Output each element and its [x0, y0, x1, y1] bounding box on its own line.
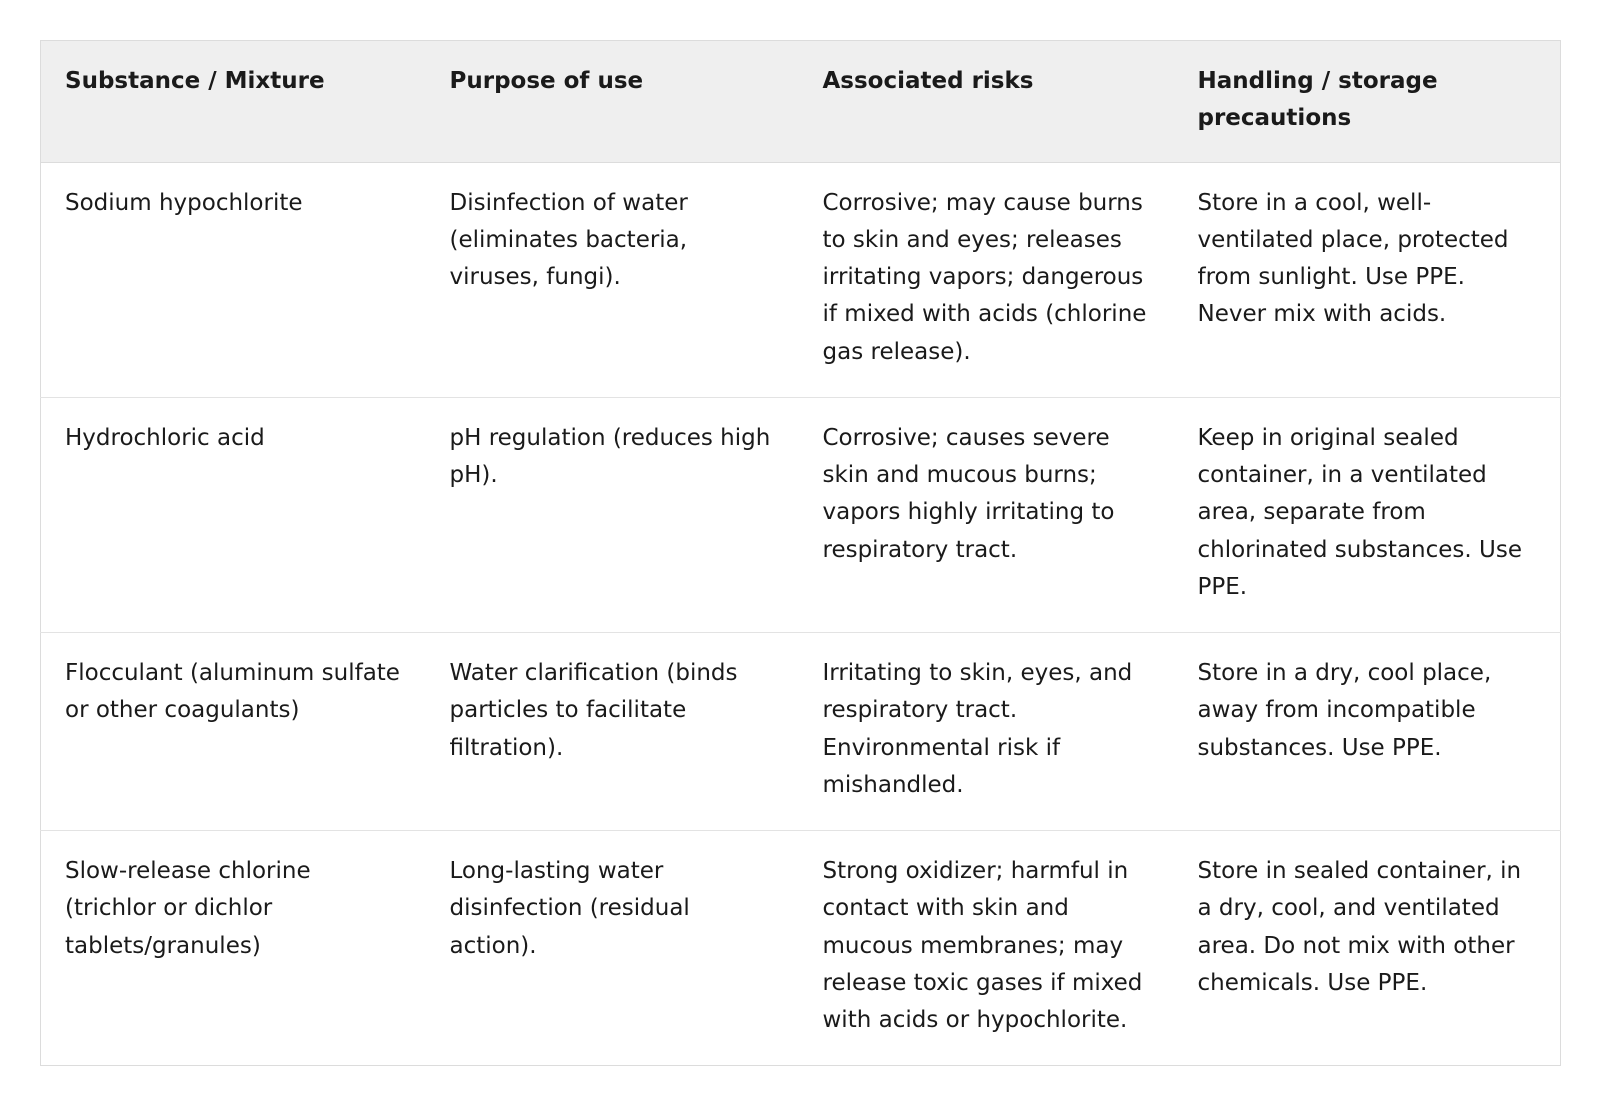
cell-precautions: Store in a cool, well-ventilated place, protected from sunlight. Use PPE. Never mix with acids. — [1174, 162, 1561, 397]
table-row — [41, 633, 1561, 831]
cell-substance: Sodium hypochlorite — [41, 162, 426, 397]
cell-purpose: Long-lasting water disinfection (residual action). — [449, 858, 690, 959]
table-row — [41, 397, 1561, 632]
table-row — [41, 162, 1561, 397]
cell-risks: Corrosive; may cause burns to skin and eyes; releases irritating vapors; dangerous if mixed with acids (chlorine gas release). — [799, 162, 1174, 397]
column-header-precautions: Handling / storage precautions — [1174, 41, 1561, 163]
cell-purpose: Disinfection of water (eliminates bacteria, viruses, fungi). — [426, 162, 799, 397]
cell-substance: Slow-release chlorine (trichlor or dichlor tablets/granules) — [65, 858, 311, 959]
column-header-purpose: Purpose of use — [426, 41, 799, 163]
cell-substance: Hydrochloric acid — [41, 397, 426, 632]
cell-purpose: pH regulation (reduces high pH). — [426, 397, 799, 632]
column-header-risks: Associated risks — [799, 41, 1174, 163]
cell-substance: Flocculant (aluminum sulfate or other coagulants) — [41, 633, 426, 831]
cell-precautions: Keep in original sealed container, in a ventilated area, separate from chlorinated substances. Use PPE. — [1174, 397, 1561, 632]
cell-precautions: Store in sealed container, in a dry, cool, and ventilated area. Do not mix with other chemicals. Use PPE. — [1197, 858, 1522, 996]
cell-risks: Irritating to skin, eyes, and respiratory tract. Environmental risk if mishandled. — [799, 633, 1174, 831]
cell-precautions: Store in a dry, cool place, away from incompatible substances. Use PPE. — [1174, 633, 1561, 831]
column-header-substance: Substance / Mixture — [41, 41, 426, 163]
table-header — [41, 41, 1561, 163]
table-header-row — [41, 41, 1561, 163]
cell-risks: Strong oxidizer; harmful in contact with skin and mucous membranes; may release toxic gases if mixed with acids or hypochlorite. — [822, 858, 1143, 1033]
cell-purpose: Water clarification (binds particles to facilitate filtration). — [426, 633, 799, 831]
table-body — [41, 162, 1561, 1066]
chemical-safety-table — [40, 40, 1561, 1066]
cell-risks: Corrosive; causes severe skin and mucous burns; vapors highly irritating to respiratory tract. — [799, 397, 1174, 632]
table-row — [41, 831, 1561, 1066]
